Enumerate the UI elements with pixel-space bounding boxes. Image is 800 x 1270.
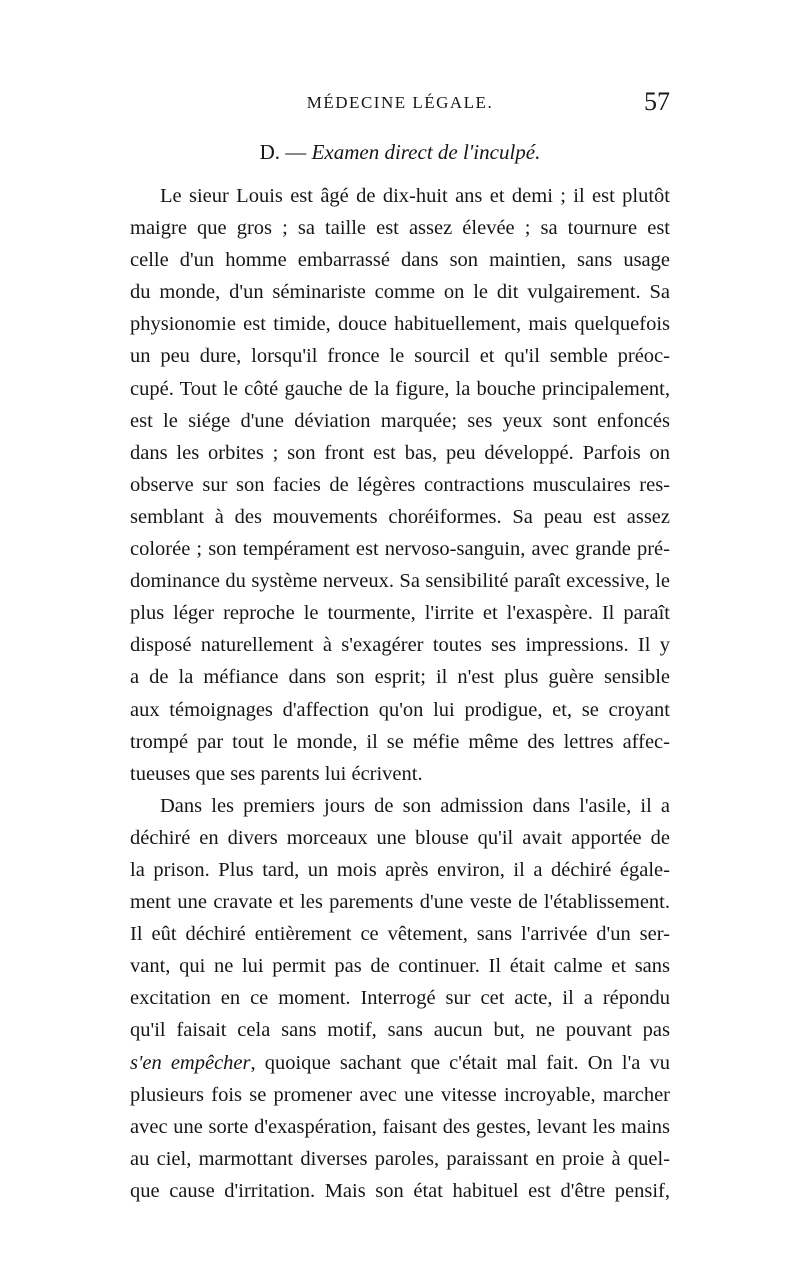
text-line: semblant à des mouvements choréiformes. Sa peau est assez xyxy=(130,505,670,528)
body-text xyxy=(130,180,670,1207)
text-line: maigre que gros ; sa taille est assez élevée ; sa tournure est xyxy=(130,217,670,240)
section-heading xyxy=(130,140,670,165)
text-line: excitation en ce moment. Interrogé sur cet acte, il a répondu xyxy=(130,987,670,1010)
text-run: , quoique sachant que c'était mal fait. On l'a vu xyxy=(250,1051,670,1074)
text-line: la prison. Plus tard, un mois après environ, il a déchiré égale- xyxy=(130,858,670,881)
section-title: Examen direct de l'inculpé. xyxy=(311,140,541,164)
section-label: D. — xyxy=(259,140,307,164)
paragraph xyxy=(130,790,670,1207)
text-line: Il eût déchiré entièrement ce vêtement, sans l'arrivée d'un ser- xyxy=(130,923,670,946)
text-line: dans les orbites ; son front est bas, peu développé. Parfois on xyxy=(130,441,670,464)
text-line: dominance du système nerveux. Sa sensibilité paraît excessive, le xyxy=(130,570,670,593)
text-line-with-italic xyxy=(130,1047,670,1079)
text-line: celle d'un homme embarrassé dans son maintien, sans usage xyxy=(130,249,670,272)
text-line: Le sieur Louis est âgé de dix-huit ans et demi ; il est plutôt xyxy=(160,185,670,207)
paragraph xyxy=(130,180,670,790)
text-line: cupé. Tout le côté gauche de la figure, la bouche principalement, xyxy=(130,377,670,400)
text-line: un peu dure, lorsqu'il fronce le sourcil et qu'il semble préoc- xyxy=(130,345,670,368)
text-line: vant, qui ne lui permit pas de continuer. Il était calme et sans xyxy=(130,955,670,978)
text-line: du monde, d'un séminariste comme on le dit vulgairement. Sa xyxy=(130,281,670,304)
text-line: colorée ; son tempérament est nervoso-sanguin, avec grande pré- xyxy=(130,538,670,561)
text-line: trompé par tout le monde, il se méfie même des lettres affec- xyxy=(130,730,670,753)
text-line: observe sur son facies de légères contractions musculaires res- xyxy=(130,473,670,496)
text-line: disposé naturellement à s'exagérer toutes ses impressions. Il y xyxy=(130,634,670,657)
text-line: au ciel, marmottant diverses paroles, paraissant en proie à quel- xyxy=(130,1147,670,1170)
text-line: a de la méfiance dans son esprit; il n'est plus guère sensible xyxy=(130,666,670,689)
running-title: MÉDECINE LÉGALE. xyxy=(306,93,494,112)
text-line: aux témoignages d'affection qu'on lui prodigue, et, se croyant xyxy=(130,698,670,721)
text-line: qu'il faisait cela sans motif, sans aucun but, ne pouvant pas xyxy=(130,1019,670,1042)
text-line: Dans les premiers jours de son admission dans l'asile, il a xyxy=(160,794,670,817)
page-number: 57 xyxy=(644,87,670,116)
text-line: plusieurs fois se promener avec une vitesse incroyable, marcher xyxy=(130,1083,670,1106)
text-line: tueuses que ses parents lui écrivent. xyxy=(130,762,423,785)
text-line: avec une sorte d'exaspération, faisant des gestes, levant les mains xyxy=(130,1115,670,1138)
italic-phrase: s'en empêcher xyxy=(130,1051,251,1074)
text-line: physionomie est timide, douce habituellement, mais quelquefois xyxy=(130,313,670,336)
text-line: plus léger reproche le tourmente, l'irrite et l'exaspère. Il paraît xyxy=(130,602,670,625)
text-line: que cause d'irritation. Mais son état habituel est d'être pensif, xyxy=(130,1179,670,1202)
text-line: déchiré en divers morceaux une blouse qu'il avait apportée de xyxy=(130,826,670,849)
text-line: est le siége d'une déviation marquée; ses yeux sont enfoncés xyxy=(130,409,670,432)
running-head xyxy=(130,87,670,123)
text-line: ment une cravate et les parements d'une veste de l'établissement. xyxy=(130,891,670,914)
